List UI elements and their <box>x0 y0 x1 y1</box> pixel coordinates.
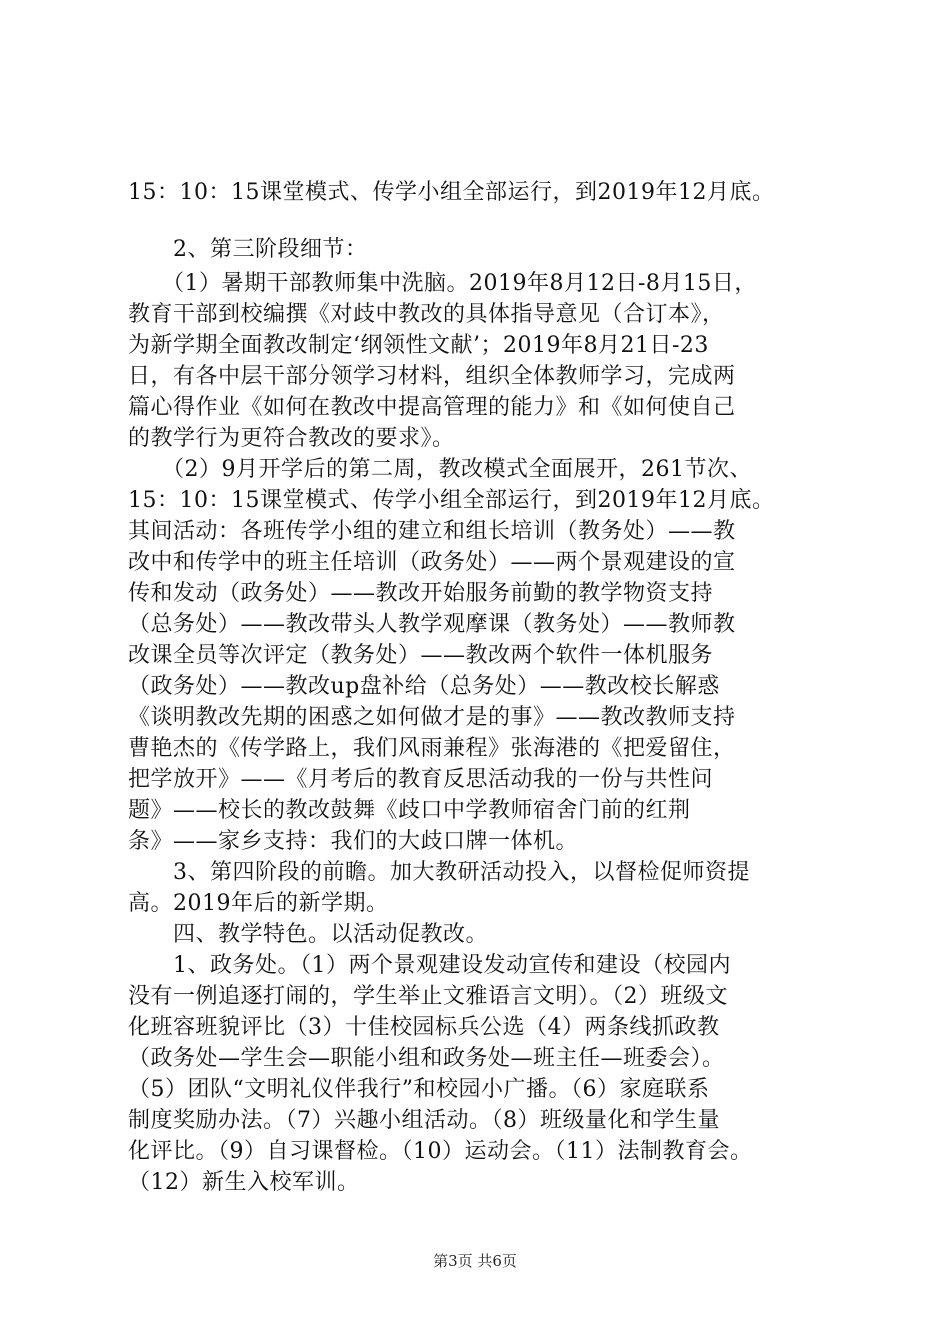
text-line: （5）团队“文明礼仪伴我行”和校园小广播。（6）家庭联系 <box>128 1077 710 1102</box>
text-line: 2、第三阶段细节： <box>128 237 368 262</box>
text-line: （12）新生入校军训。 <box>128 1170 360 1195</box>
text-line: 3、第四阶段的前瞻。加大教研活动投入，以督检促师资提 <box>128 860 750 885</box>
text-line: 篇心得作业《如何在教改中提高管理的能力》和《如何使自己 <box>128 395 736 420</box>
text-line: （总务处）——教改带头人教学观摩课（教务处）——教师教 <box>128 612 736 637</box>
text-line: （1）暑期干部教师集中洗脑。2019年8月12日-8月15日， <box>128 271 757 296</box>
text-line: 其间活动：各班传学小组的建立和组长培训（教务处）——教 <box>128 519 736 544</box>
text-line: 教育干部到校编撰《对歧中教改的具体指导意见（合订本》， <box>128 302 725 327</box>
text-line: 制度奖励办法。（7）兴趣小组活动。（8）班级量化和学生量 <box>128 1108 720 1133</box>
text-line: 没有一例追逐打闹的，学生举止文雅语言文明）。（2）班级文 <box>128 984 728 1009</box>
text-line: 1、政务处。（1）两个景观建设发动宣传和建设（校园内 <box>128 953 731 978</box>
text-line: 改中和传学中的班主任培训（政务处）——两个景观建设的宣 <box>128 550 736 575</box>
text-line: 题》——校长的教改鼓舞《歧口中学教师宿舍门前的红荆 <box>128 798 691 823</box>
text-line: 化班容班貌评比（3）十佳校园标兵公选（4）两条线抓政教 <box>128 1015 720 1040</box>
text-line: 四、教学特色。以活动促教改。 <box>128 922 489 947</box>
text-line: （政务处—学生会—职能小组和政务处—班主任—班委会）。 <box>128 1046 725 1071</box>
text-line: 的教学行为更符合教改的要求》。 <box>128 426 455 451</box>
text-line: 改课全员等次评定（教务处）——教改两个软件一体机服务 <box>128 643 714 668</box>
text-line: 15：10：15课堂模式、传学小组全部运行，到2019年12月底。 <box>128 488 775 513</box>
text-line: 15：10：15课堂模式、传学小组全部运行，到2019年12月底。 <box>128 180 775 205</box>
text-line: （2）9月开学后的第二周，教改模式全面展开，261节次、 <box>128 457 752 482</box>
page-number-footer: 第3页 共6页 <box>433 1252 517 1270</box>
text-line: 曹艳杰的《传学路上，我们风雨兼程》张海港的《把爱留住， <box>128 736 736 761</box>
text-line: 把学放开》——《月考后的教育反思活动我的一份与共性问 <box>128 767 714 792</box>
text-line: 日，有各中层干部分领学习材料，组织全体教师学习，完成两 <box>128 364 736 389</box>
text-line: 高。2019年后的新学期。 <box>128 891 389 916</box>
text-line: 为新学期全面教改制定‘纲领性文献’；2019年8月21日-23 <box>128 333 709 358</box>
text-line: 《谈明教改先期的困惑之如何做才是的事》——教改教师支持 <box>128 705 736 730</box>
text-line: （政务处）——教改up盘补给（总务处）——教改校长解惑 <box>128 674 720 699</box>
text-line: 传和发动（政务处）——教改开始服务前勤的教学物资支持 <box>128 581 714 606</box>
text-line: 化评比。（9）自习课督检。（10）运动会。（11）法制教育会。 <box>128 1139 753 1164</box>
text-line: 条》——家乡支持：我们的大歧口牌一体机。 <box>128 829 579 854</box>
